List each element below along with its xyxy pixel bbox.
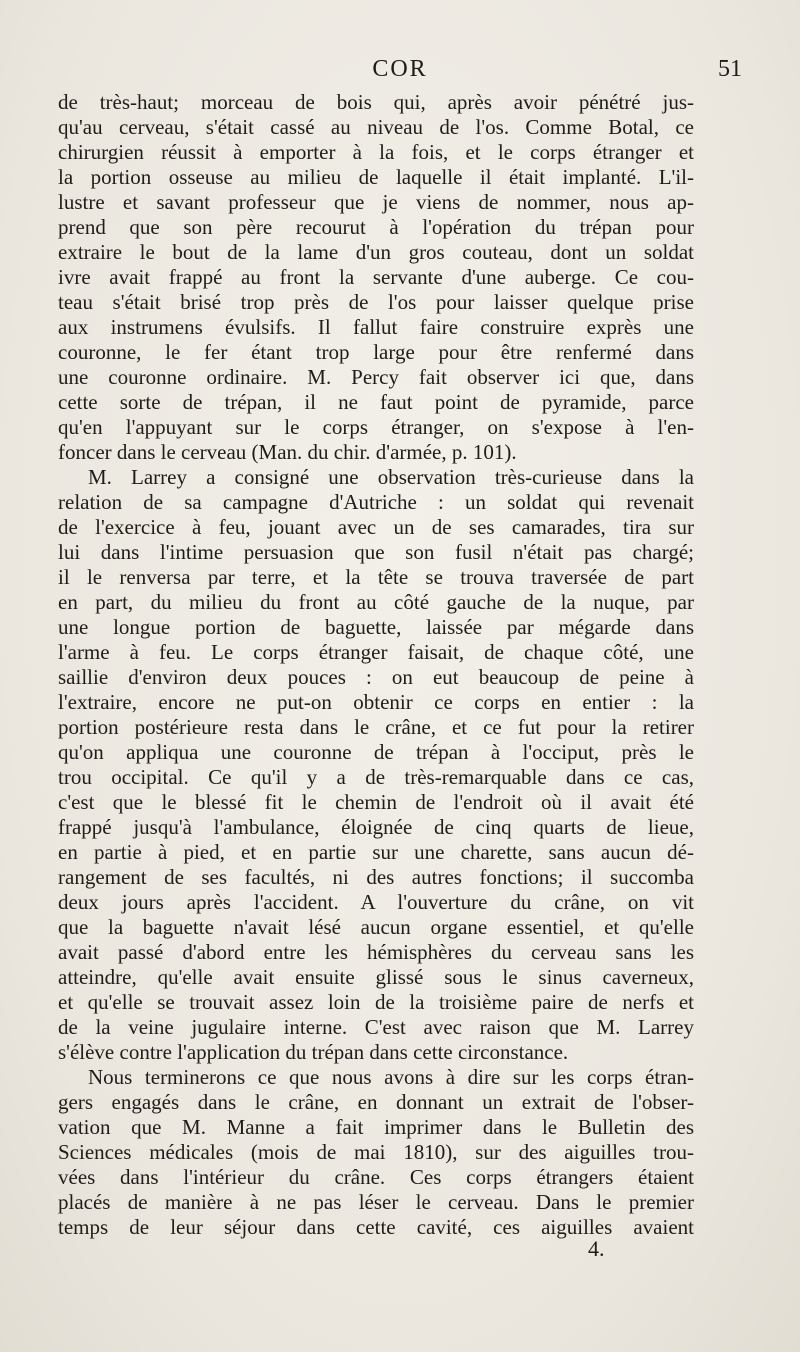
text-line: avait passé d'abord entre les hémisphères du cerveau sans les <box>58 940 694 964</box>
text-line: vées dans l'intérieur du crâne. Ces corps étrangers étaient <box>58 1165 694 1189</box>
text-line: frappé jusqu'à l'ambulance, éloignée de cinq quarts de lieue, <box>58 815 694 839</box>
text-line: l'arme à feu. Le corps étranger faisait, de chaque côté, une <box>58 640 694 664</box>
text-line: M. Larrey a consigné une observation très-curieuse dans la <box>88 465 694 489</box>
text-line: saillie d'environ deux pouces : on eut beaucoup de peine à <box>58 665 694 689</box>
text-line: couronne, le fer étant trop large pour être renfermé dans <box>58 340 694 364</box>
text-line: une longue portion de baguette, laissée par mégarde dans <box>58 615 694 639</box>
text-line: Sciences médicales (mois de mai 1810), sur des aiguilles trou- <box>58 1140 694 1164</box>
text-line: rangement de ses facultés, ni des autres fonctions; il succomba <box>58 865 694 889</box>
text-line: qu'on appliqua une couronne de trépan à l'occiput, près le <box>58 740 694 764</box>
text-line: vation que M. Manne a fait imprimer dans le Bulletin des <box>58 1115 694 1139</box>
page-number: 51 <box>718 56 742 82</box>
text-line: teau s'était brisé trop près de l'os pour laisser quelque prise <box>58 290 694 314</box>
text-line: la portion osseuse au milieu de laquelle il était implanté. L'il- <box>58 165 694 189</box>
text-line: temps de leur séjour dans cette cavité, ces aiguilles avaient <box>58 1215 694 1239</box>
text-line: ivre avait frappé au front la servante d'une auberge. Ce cou- <box>58 265 694 289</box>
text-line: extraire le bout de la lame d'un gros couteau, dont un soldat <box>58 240 694 264</box>
text-line: foncer dans le cerveau (Man. du chir. d'armée, p. 101). <box>58 440 517 464</box>
text-line: trou occipital. Ce qu'il y a de très-remarquable dans ce cas, <box>58 765 694 789</box>
text-line: que la baguette n'avait lésé aucun organe essentiel, et qu'elle <box>58 915 694 939</box>
signature-mark: 4. <box>588 1236 605 1261</box>
text-line: atteindre, qu'elle avait ensuite glissé sous le sinus caverneux, <box>58 965 694 989</box>
text-line: deux jours après l'accident. A l'ouverture du crâne, on vit <box>58 890 694 914</box>
text-line: en part, du milieu du front au côté gauche de la nuque, par <box>58 590 694 614</box>
text-line: Nous terminerons ce que nous avons à dire sur les corps étran- <box>88 1065 694 1089</box>
text-line: aux instrumens évulsifs. Il fallut faire construire exprès une <box>58 315 694 339</box>
text-line: c'est que le blessé fit le chemin de l'endroit où il avait été <box>58 790 694 814</box>
text-line: qu'en l'appuyant sur le corps étranger, on s'expose à l'en- <box>58 415 694 439</box>
text-line: de la veine jugulaire interne. C'est avec raison que M. Larrey <box>58 1015 694 1039</box>
text-line: relation de sa campagne d'Autriche : un soldat qui revenait <box>58 490 694 514</box>
text-line: prend que son père recourut à l'opération du trépan pour <box>58 215 694 239</box>
text-line: lustre et savant professeur que je viens de nommer, nous ap- <box>58 190 694 214</box>
text-line: s'élève contre l'application du trépan dans cette circonstance. <box>58 1040 569 1064</box>
text-line: qu'au cerveau, s'était cassé au niveau de l'os. Comme Botal, ce <box>58 115 694 139</box>
running-head: COR <box>372 56 428 82</box>
text-line: cette sorte de trépan, il ne faut point de pyramide, parce <box>58 390 694 414</box>
text-line: chirurgien réussit à emporter à la fois, et le corps étranger et <box>58 140 694 164</box>
text-line: gers engagés dans le crâne, en donnant un extrait de l'obser- <box>58 1090 694 1114</box>
text-line: placés de manière à ne pas léser le cerveau. Dans le premier <box>58 1190 694 1214</box>
text-line: en partie à pied, et en partie sur une charette, sans aucun dé- <box>58 840 694 864</box>
text-line: de très-haut; morceau de bois qui, après avoir pénétré jus- <box>58 90 694 114</box>
text-line: de l'exercice à feu, jouant avec un de ses camarades, tira sur <box>58 515 694 539</box>
text-line: l'extraire, encore ne put-on obtenir ce corps en entier : la <box>58 690 694 714</box>
body-text <box>58 90 694 1240</box>
text-line: lui dans l'intime persuasion que son fusil n'était pas chargé; <box>58 540 694 564</box>
text-line: et qu'elle se trouvait assez loin de la troisième paire de nerfs et <box>58 990 694 1014</box>
text-line: portion postérieure resta dans le crâne, et ce fut pour la retirer <box>58 715 694 739</box>
text-line: une couronne ordinaire. M. Percy fait observer ici que, dans <box>58 365 694 389</box>
text-line: il le renversa par terre, et la tête se trouva traversée de part <box>58 565 694 589</box>
